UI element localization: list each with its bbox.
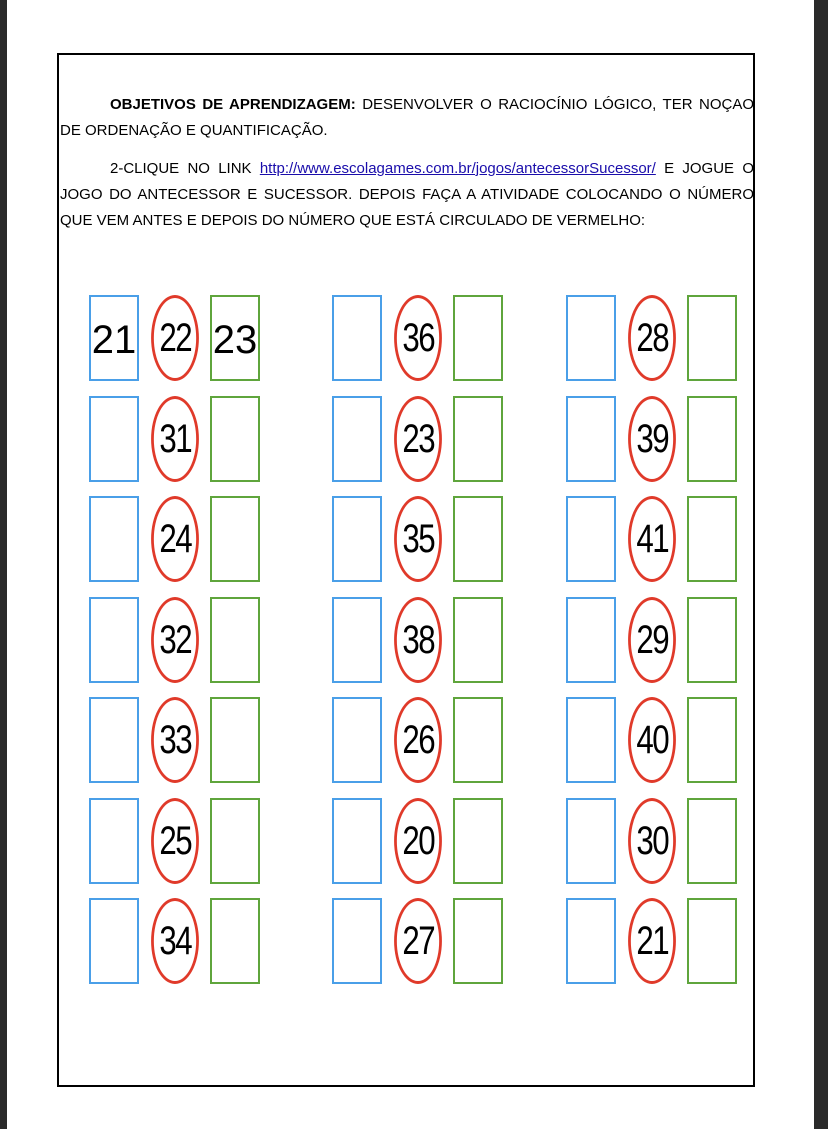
antecessor-box[interactable] <box>566 396 616 482</box>
antecessor-box[interactable] <box>332 396 382 482</box>
sucessor-box[interactable] <box>453 597 503 683</box>
antecessor-box[interactable] <box>332 898 382 984</box>
sucessor-box[interactable] <box>687 798 737 884</box>
circled-number-label: 29 <box>636 618 668 662</box>
sucessor-box[interactable] <box>453 798 503 884</box>
instructions-paragraph <box>60 156 754 234</box>
antecessor-box[interactable] <box>89 697 139 783</box>
circled-number <box>628 396 676 482</box>
circled-number-label: 39 <box>636 417 668 461</box>
sucessor-box[interactable] <box>453 496 503 582</box>
circled-number-label: 34 <box>159 919 191 963</box>
circled-number <box>394 396 442 482</box>
circled-number <box>628 295 676 381</box>
antecessor-box[interactable] <box>566 697 616 783</box>
circled-number <box>628 798 676 884</box>
circled-number-label: 22 <box>159 316 191 360</box>
antecessor-box[interactable] <box>332 496 382 582</box>
circled-number <box>151 295 199 381</box>
circled-number <box>394 597 442 683</box>
circled-number <box>151 697 199 783</box>
circled-number <box>151 496 199 582</box>
circled-number-label: 26 <box>402 718 434 762</box>
circled-number-label: 21 <box>636 919 668 963</box>
circled-number <box>628 496 676 582</box>
circled-number <box>394 798 442 884</box>
circled-number-label: 35 <box>402 517 434 561</box>
antecessor-box[interactable] <box>89 898 139 984</box>
sucessor-box[interactable] <box>687 898 737 984</box>
sucessor-box[interactable] <box>210 798 260 884</box>
circled-number-label: 30 <box>636 819 668 863</box>
circled-number <box>628 697 676 783</box>
sucessor-box[interactable] <box>210 396 260 482</box>
antecessor-box[interactable] <box>566 295 616 381</box>
antecessor-box[interactable] <box>89 798 139 884</box>
antecessor-box[interactable] <box>566 597 616 683</box>
circled-number <box>151 597 199 683</box>
sucessor-box[interactable]: 23 <box>210 295 260 381</box>
antecessor-box[interactable] <box>566 898 616 984</box>
circled-number-label: 33 <box>159 718 191 762</box>
circled-number <box>151 798 199 884</box>
game-link[interactable]: http://www.escolagames.com.br/jogos/antecessorSucessor/ <box>259 160 656 177</box>
circled-number <box>394 295 442 381</box>
circled-number <box>151 396 199 482</box>
antecessor-box[interactable] <box>332 295 382 381</box>
sucessor-box[interactable] <box>687 396 737 482</box>
circled-number-label: 23 <box>402 417 434 461</box>
antecessor-box[interactable] <box>566 496 616 582</box>
circled-number-label: 25 <box>159 819 191 863</box>
sucessor-box[interactable] <box>687 597 737 683</box>
antecessor-box[interactable] <box>89 496 139 582</box>
sucessor-box[interactable] <box>453 396 503 482</box>
antecessor-box[interactable] <box>566 798 616 884</box>
circled-number <box>394 496 442 582</box>
circled-number-label: 32 <box>159 618 191 662</box>
circled-number <box>628 898 676 984</box>
sucessor-box[interactable] <box>210 496 260 582</box>
sucessor-box[interactable] <box>453 898 503 984</box>
objectives-label: OBJETIVOS DE APRENDIZAGEM: <box>110 96 356 113</box>
sucessor-box[interactable] <box>453 697 503 783</box>
antecessor-box[interactable] <box>332 597 382 683</box>
circled-number <box>151 898 199 984</box>
instructions-prefix: 2-CLIQUE NO LINK <box>110 160 260 177</box>
sucessor-box[interactable] <box>687 496 737 582</box>
circled-number-label: 28 <box>636 316 668 360</box>
circled-number-label: 36 <box>402 316 434 360</box>
antecessor-box[interactable] <box>89 597 139 683</box>
circled-number-label: 38 <box>402 618 434 662</box>
sucessor-box[interactable] <box>210 898 260 984</box>
circled-number-label: 41 <box>636 517 668 561</box>
antecessor-box[interactable] <box>332 697 382 783</box>
circled-number <box>394 697 442 783</box>
circled-number-label: 27 <box>402 919 434 963</box>
circled-number-label: 40 <box>636 718 668 762</box>
circled-number-label: 20 <box>402 819 434 863</box>
circled-number-label: 24 <box>159 517 191 561</box>
sucessor-box[interactable] <box>687 295 737 381</box>
objectives-paragraph <box>60 92 754 144</box>
circled-number <box>394 898 442 984</box>
sucessor-box[interactable] <box>210 697 260 783</box>
sucessor-box[interactable] <box>687 697 737 783</box>
antecessor-box[interactable]: 21 <box>89 295 139 381</box>
sucessor-box[interactable] <box>453 295 503 381</box>
antecessor-box[interactable] <box>89 396 139 482</box>
objectives-text: DESENVOLVER O RACIOCÍNIO LÓGICO, TER NOÇAO DE ORDENAÇÃO E QUANTIFICAÇÃO. <box>60 96 755 139</box>
circled-number <box>628 597 676 683</box>
sucessor-box[interactable] <box>210 597 260 683</box>
instructions-suffix: E JOGUE O JOGO DO ANTECESSOR E SUCESSOR. DEPOIS FAÇA A ATIVIDADE COLOCANDO O NÚMERO QUE VEM ANTES E DEPOIS DO NÚMERO QUE ESTÁ CIRCULADO DE VERMELHO: <box>60 160 754 229</box>
circled-number-label: 31 <box>159 417 191 461</box>
antecessor-box[interactable] <box>332 798 382 884</box>
